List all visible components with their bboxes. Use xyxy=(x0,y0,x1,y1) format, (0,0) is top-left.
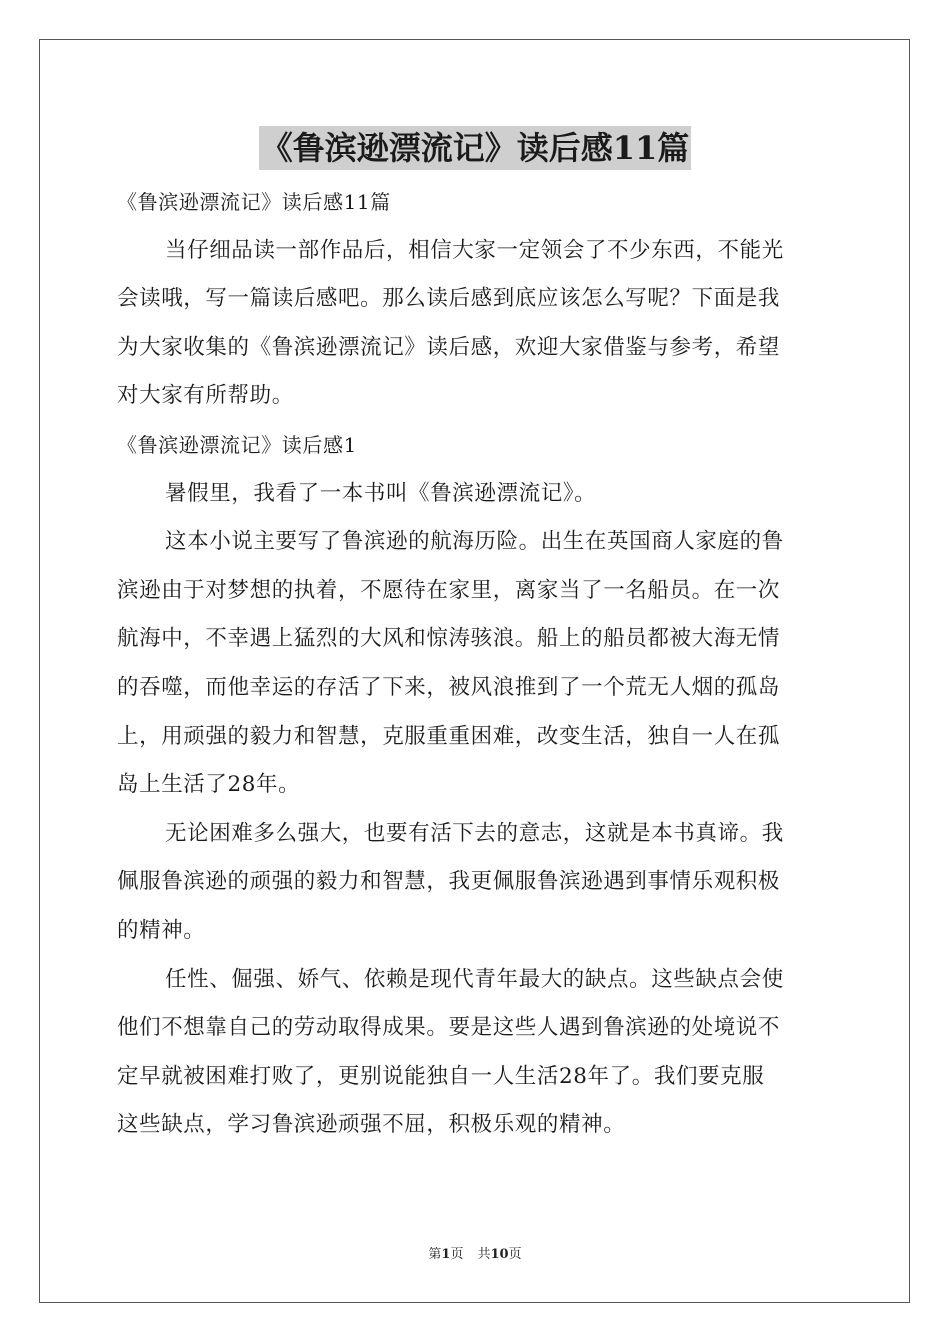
text-line: 佩服鲁滨逊的顽强的毅力和智慧，我更佩服鲁滨逊遇到事情乐观积极 xyxy=(117,869,781,895)
total-suffix: 页 xyxy=(508,1247,522,1262)
title-container xyxy=(0,126,950,170)
text-line: 他们不想靠自己的劳动取得成果。要是这些人遇到鲁滨逊的处境说不 xyxy=(117,1015,781,1041)
section-heading: 《鲁滨逊漂流记》读后感11篇 xyxy=(117,190,391,214)
text-line: 岛上生活了28年。 xyxy=(117,772,301,798)
text-line: 为大家收集的《鲁滨逊漂流记》读后感，欢迎大家借鉴与参考，希望 xyxy=(117,334,781,360)
text-line: 这本小说主要写了鲁滨逊的航海历险。出生在英国商人家庭的鲁 xyxy=(165,529,784,555)
text-line: 暑假里，我看了一本书叫《鲁滨逊漂流记》。 xyxy=(165,480,597,506)
text-line: 的精神。 xyxy=(117,917,206,943)
document-body xyxy=(117,178,833,1150)
text-line: 无论困难多么强大，也要有活下去的意志，这就是本书真谛。我 xyxy=(165,820,784,846)
document-title: 《鲁滨逊漂流记》读后感11篇 xyxy=(259,126,692,170)
text-line: 会读哦，写一篇读后感吧。那么读后感到底应该怎么写呢？下面是我 xyxy=(117,286,781,312)
text-line: 航海中，不幸遇上猛烈的大风和惊涛骇浪。船上的船员都被大海无情 xyxy=(117,626,781,652)
text-line: 当仔细品读一部作品后，相信大家一定领会了不少东西，不能光 xyxy=(165,237,784,263)
section-heading: 《鲁滨逊漂流记》读后感1 xyxy=(117,432,357,457)
text-line: 上，用顽强的毅力和智慧，克服重重困难，改变生活，独自一人在孤 xyxy=(117,723,781,749)
total-pages: 10 xyxy=(490,1247,509,1262)
text-line: 滨逊由于对梦想的执着，不愿待在家里，离家当了一名船员。在一次 xyxy=(117,577,781,603)
page-suffix: 页 xyxy=(450,1247,464,1262)
page-footer xyxy=(0,1245,950,1265)
page-prefix: 第 xyxy=(428,1247,442,1262)
text-line: 对大家有所帮助。 xyxy=(117,383,294,409)
text-line: 定早就被困难打败了，更别说能独自一人生活28年了。我们要克服 xyxy=(117,1063,765,1089)
page-number: 1 xyxy=(441,1247,451,1262)
text-line: 这些缺点，学习鲁滨逊顽强不屈，积极乐观的精神。 xyxy=(117,1112,626,1138)
text-line: 的吞噬，而他幸运的存活了下来，被风浪推到了一个荒无人烟的孤岛 xyxy=(117,674,781,700)
total-prefix: 共 xyxy=(477,1247,491,1262)
text-line: 任性、倔强、娇气、依赖是现代青年最大的缺点。这些缺点会使 xyxy=(165,966,784,992)
